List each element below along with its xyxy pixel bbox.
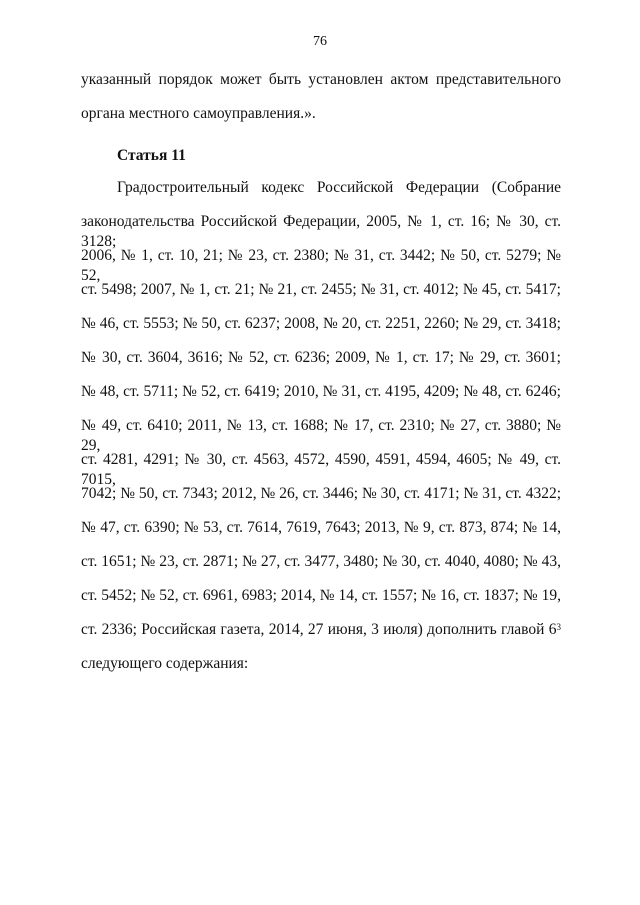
body-line-9: ст. 4281, 4291; № 30, ст. 4563, 4572, 4590, 4591, 4594, 4605; № 49, ст. 7015,: [81, 451, 561, 488]
chapter-superscript: 3: [556, 622, 561, 632]
body-line-13: ст. 5452; № 52, ст. 6961, 6983; 2014, № 14, ст. 1557; № 16, ст. 1837; № 19,: [81, 587, 561, 604]
body-line-3: 2006, № 1, ст. 10, 21; № 23, ст. 2380; № 31, ст. 3442; № 50, ст. 5279; № 52,: [81, 247, 561, 284]
body-line-7: № 48, ст. 5711; № 52, ст. 6419; 2010, № 31, ст. 4195, 4209; № 48, ст. 6246;: [81, 383, 561, 400]
body-line-10: 7042; № 50, ст. 7343; 2012, № 26, ст. 3446; № 30, ст. 4171; № 31, ст. 4322;: [81, 485, 561, 502]
body-line-11: № 47, ст. 6390; № 53, ст. 7614, 7619, 7643; 2013, № 9, ст. 873, 874; № 14,: [81, 519, 561, 536]
body-line-5: № 46, ст. 5553; № 50, ст. 6237; 2008, № 20, ст. 2251, 2260; № 29, ст. 3418;: [81, 315, 561, 332]
body-line-14: [81, 620, 561, 640]
body-line-2: законодательства Российской Федерации, 2005, № 1, ст. 16; № 30, ст. 3128;: [81, 213, 561, 250]
body-line-12: ст. 1651; № 23, ст. 2871; № 27, ст. 3477, 3480; № 30, ст. 4040, 4080; № 43,: [81, 553, 561, 570]
final-line: следующего содержания:: [81, 655, 249, 672]
body-line-8: № 49, ст. 6410; 2011, № 13, ст. 1688; № 17, ст. 2310; № 27, ст. 3880; № 29,: [81, 417, 561, 454]
body-line-4: ст. 5498; 2007, № 1, ст. 21; № 21, ст. 2455; № 31, ст. 4012; № 45, ст. 5417;: [81, 281, 561, 298]
intro-line-1: указанный порядок может быть установлен актом представительного: [81, 71, 561, 88]
body-line-1: Градостроительный кодекс Российской Федерации (Собрание: [117, 179, 561, 196]
page-number: 76: [313, 34, 327, 49]
intro-line-2: органа местного самоуправления.».: [81, 105, 316, 122]
article-heading: Статья 11: [117, 147, 186, 164]
body-line-14-text: ст. 2336; Российская газета, 2014, 27 июня, 3 июля) дополнить главой 6: [81, 621, 557, 638]
body-line-6: № 30, ст. 3604, 3616; № 52, ст. 6236; 2009, № 1, ст. 17; № 29, ст. 3601;: [81, 349, 561, 366]
